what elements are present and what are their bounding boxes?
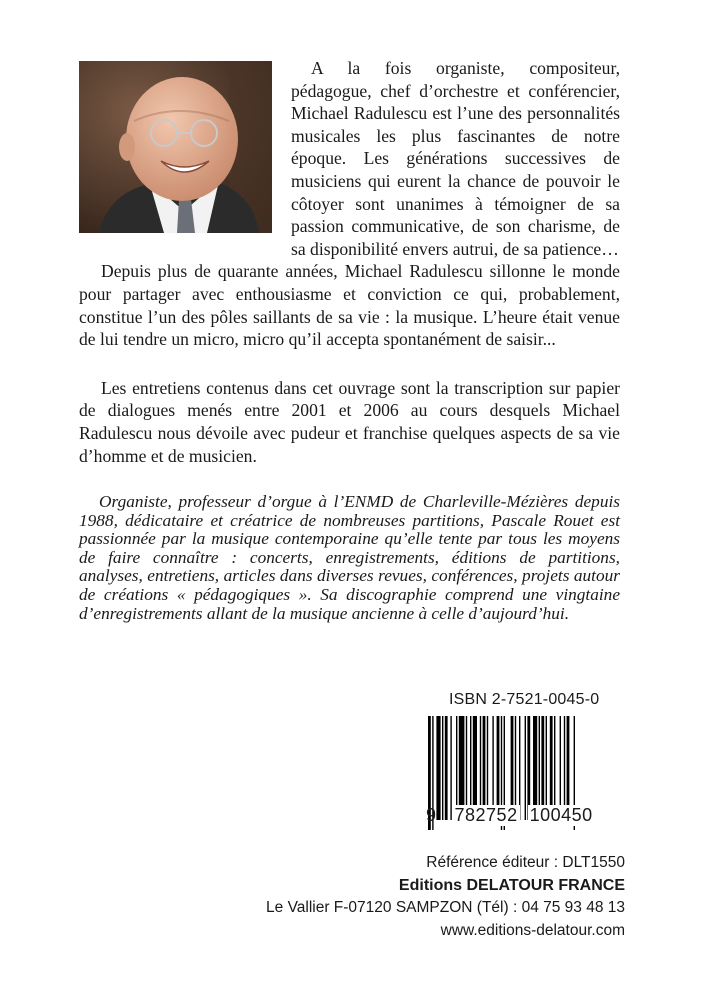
publisher-website: www.editions-delatour.com: [440, 921, 625, 939]
publisher-address: Le Vallier F-07120 SAMPZON (Tél) : 04 75 93 48 13: [266, 899, 625, 917]
isbn-label: ISBN 2-7521-0045-0: [449, 691, 600, 708]
biography-text: [79, 57, 620, 467]
barcode-digit-group-1: 782752: [454, 805, 518, 825]
publisher-name: Editions DELATOUR FRANCE: [398, 876, 625, 894]
photo-spacer: [79, 57, 291, 239]
bio-paragraph-2: Depuis plus de quarante années, Michael Radulescu sillonne le monde pour partager avec enthousiasme et conviction ce qui, probablement, constitue l’un des pôles saillants de sa vie : la musique. L’heure était venue de lui tendre un micro, micro qu’il accepta spontanément de saisir...: [79, 261, 620, 350]
bio-paragraph-3: Les entretiens contenus dans cet ouvrage sont la transcription sur papier de dialogues menés entre 2001 et 2006 au cours desquels Michael Radulescu nous dévoile avec pudeur et franchise quelques aspects de sa vie d’homme et de musicien.: [79, 377, 620, 466]
barcode-digit-group-2: 100450: [529, 805, 593, 825]
publisher-info: [205, 852, 625, 942]
publisher-reference: Référence éditeur : DLT1550: [426, 854, 625, 871]
barcode-digits: [424, 805, 622, 826]
author-biography: Organiste, professeur d’orgue à l’ENMD de Charleville-Mézières depuis 1988, dédicataire et créatrice de nombreuses partitions, Pascale Rouet est passionnée par la musique contemporaine qu’elle tente par tous les moyens de faire connaître : concerts, enregistrements, éditions de partitions, analyses, entretiens, articles dans diverses revues, conférences, projets autour de créations « pédagogiques ». Sa discographie comprend une vingtaine d’enregistrements allant de la musique ancienne à celle d’aujourd’hui.: [79, 492, 620, 623]
bio-paragraph-1: A la fois organiste, compositeur, pédagogue, chef d’orchestre et conférencier, Michael Radulescu est l’une des personnalités musicales les plus fascinantes de notre époque. Les générations successives de musiciens qui eurent la chance de pouvoir le côtoyer sont unanimes à témoigner de sa passion communicative, de son charisme, de sa disponibilité envers autrui, de sa patience…: [291, 58, 620, 259]
barcode-digit-first: 9: [426, 805, 437, 825]
